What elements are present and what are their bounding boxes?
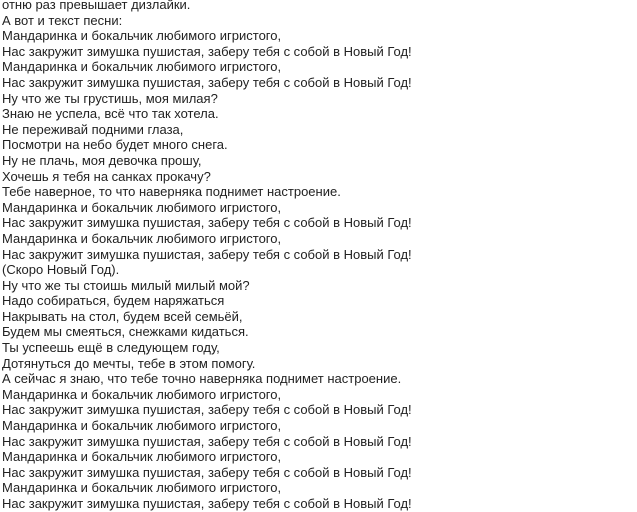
lyric-line: Нас закружит зимушка пушистая, заберу тебя с собой в Новый Год! [2, 402, 412, 418]
lyric-line: Мандаринка и бокальчик любимого игристого, [2, 449, 282, 465]
lyric-line: А вот и текст песни: [2, 12, 123, 28]
lyric-line: Мандаринка и бокальчик любимого игристого, [2, 230, 282, 246]
lyric-line: Хочешь я тебя на санках прокачу? [2, 168, 211, 184]
lyric-line: Ты успеешь ещё в следующем году, [2, 340, 220, 356]
lyric-line: Надо собираться, будем наряжаться [2, 293, 225, 309]
lyric-line: Накрывать на стол, будем всей семьёй, [2, 308, 243, 324]
lyric-line: Мандаринка и бокальчик любимого игристого, [2, 480, 282, 496]
lyric-line: А сейчас я знаю, что тебе точно наверняка поднимет настроение. [2, 371, 402, 387]
lyric-line: Мандаринка и бокальчик любимого игристого, [2, 386, 282, 402]
lyrics-text [2, 0, 634, 512]
lyric-line: Ну что же ты грустишь, моя милая? [2, 90, 218, 106]
lyric-line: Посмотри на небо будет много снега. [2, 137, 228, 153]
lyric-line: Мандаринка и бокальчик любимого игристого, [2, 418, 282, 434]
lyric-line: Нас закружит зимушка пушистая, заберу тебя с собой в Новый Год! [2, 433, 412, 449]
lyric-line: отню раз превышает дизлайки. [2, 0, 191, 12]
lyric-line: Не переживай подними глаза, [2, 121, 184, 137]
lyric-line: (Скоро Новый Год). [2, 262, 120, 278]
lyric-line: Нас закружит зимушка пушистая, заберу тебя с собой в Новый Год! [2, 43, 412, 59]
lyric-line: Мандаринка и бокальчик любимого игристого, [2, 199, 282, 215]
lyric-line: Ну что же ты стоишь милый милый мой? [2, 277, 250, 293]
lyric-line: Нас закружит зимушка пушистая, заберу тебя с собой в Новый Год! [2, 74, 412, 90]
lyric-line: Нас закружит зимушка пушистая, заберу тебя с собой в Новый Год! [2, 464, 412, 480]
lyric-line: Мандаринка и бокальчик любимого игристого, [2, 59, 282, 75]
lyric-line: Мандаринка и бокальчик любимого игристого, [2, 28, 282, 44]
lyric-line: Дотянуться до мечты, тебе в этом помогу. [2, 355, 256, 371]
lyric-line: Нас закружит зимушка пушистая, заберу тебя с собой в Новый Год! [2, 246, 412, 262]
lyric-line: Нас закружит зимушка пушистая, заберу тебя с собой в Новый Год! [2, 215, 412, 231]
lyric-line: Ну не плачь, моя девочка прошу, [2, 152, 202, 168]
lyric-line: Тебе наверное, то что наверняка поднимет настроение. [2, 184, 341, 200]
lyric-line: Нас закружит зимушка пушистая, заберу тебя с собой в Новый Год! [2, 496, 412, 511]
lyric-line: Будем мы смеяться, снежками кидаться. [2, 324, 249, 340]
lyric-line: Знаю не успела, всё что так хотела. [2, 106, 219, 122]
